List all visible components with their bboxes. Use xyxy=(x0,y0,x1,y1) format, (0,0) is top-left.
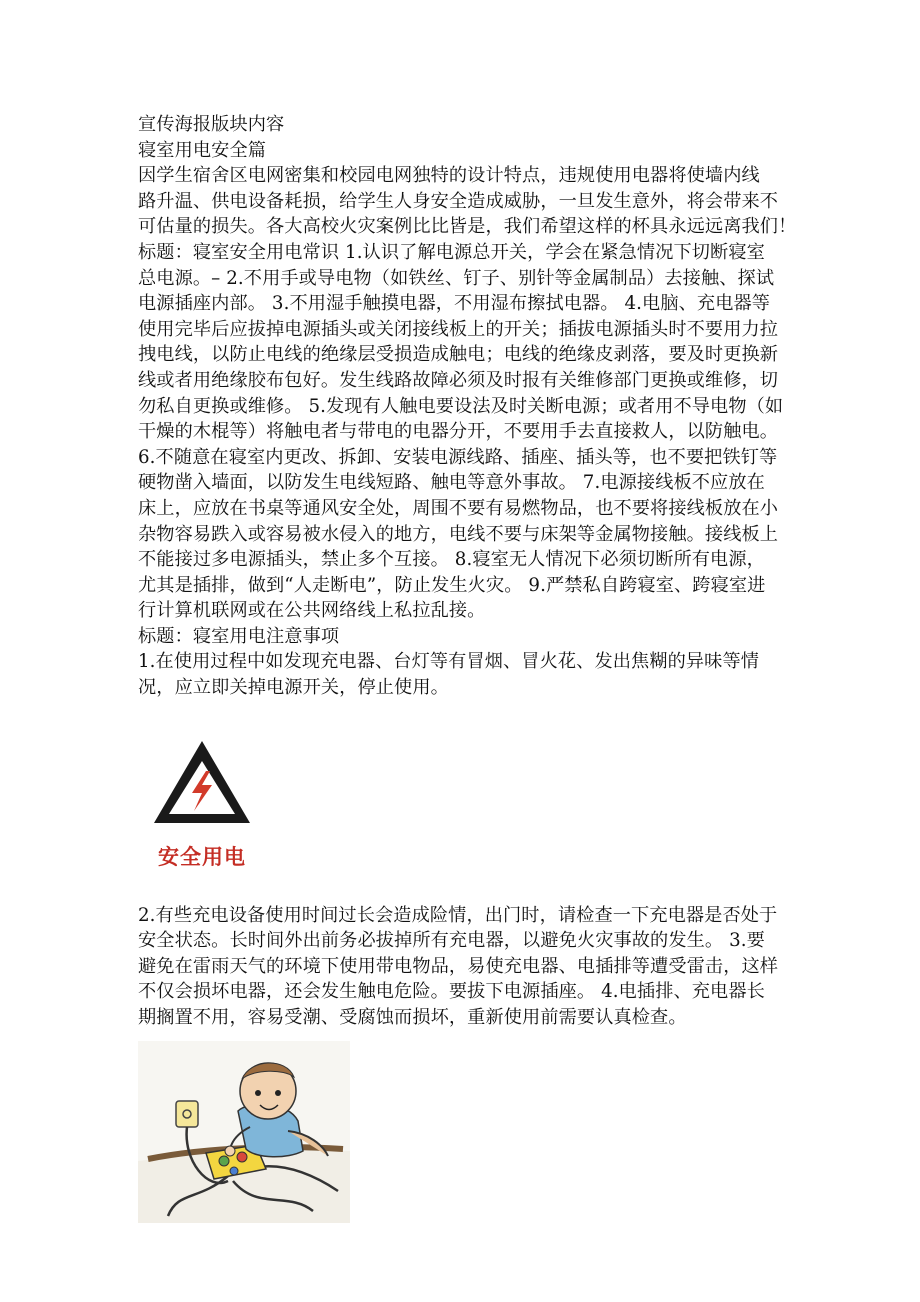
text-line: 安全状态。长时间外出前务必拔掉所有充电器，以避免火灾事故的发生。 3.要 xyxy=(138,930,765,952)
child-power-strip-illustration xyxy=(138,1041,350,1223)
safety-warning-figure xyxy=(146,727,258,877)
text-line: 行计算机联网或在公共网络线上私拉乱接。 xyxy=(138,600,486,622)
text-line: 2.有些充电设备使用时间过长会造成险情，出门时，请检查一下充电器是否处于 xyxy=(138,904,778,926)
cartoon-illustration-icon xyxy=(138,1041,350,1223)
text-line: 期搁置不用，容易受潮、受腐蚀而损坏，重新使用前需要认真检查。 xyxy=(138,1007,687,1029)
text-line: 避免在雷雨天气的环境下使用带电物品，易使充电器、电插排等遭受雷击，这样 xyxy=(138,955,779,977)
text-line: 干燥的木棍等）将触电者与带电的电器分开，不要用手去直接救人，以防触电。 xyxy=(138,421,779,443)
text-line: 硬物凿入墙面，以防发生电线短路、触电等意外事故。 7.电源接线板不应放在 xyxy=(138,472,765,494)
text-line: 因学生宿舍区电网密集和校园电网独特的设计特点，违规使用电器将使墙内线 xyxy=(138,165,760,187)
text-line: 可估量的损失。各大高校火灾案例比比皆是，我们希望这样的杯具永远远离我们！ xyxy=(138,216,797,238)
text-line: 况，应立即关掉电源开关，停止使用。 xyxy=(138,677,449,699)
section-title: 寝室用电安全篇 xyxy=(138,139,267,161)
text-line: 勿私自更换或维修。 5.发现有人触电要设法及时关断电源；或者用不导电物（如 xyxy=(138,395,784,417)
text-line: 线或者用绝缘胶布包好。发生线路故障必须及时报有关维修部门更换或维修，切 xyxy=(138,369,779,391)
text-block-1 xyxy=(138,112,797,701)
text-line: 标题：寝室安全用电常识 1.认识了解电源总开关，学会在紧急情况下切断寝室 xyxy=(138,241,765,263)
text-line: 杂物容易跌入或容易被水侵入的地方，电线不要与床架等金属物接触。接线板上 xyxy=(138,523,779,545)
text-line: 6.不随意在寝室内更改、拆卸、安装电源线路、插座、插头等，也不要把铁钉等 xyxy=(138,446,778,468)
text-line: 拽电线，以防止电线的绝缘层受损造成触电；电线的绝缘皮剥落，要及时更换新 xyxy=(138,344,779,366)
text-line: 电源插座内部。 3.不用湿手触摸电器，不用湿布擦拭电器。 4.电脑、充电器等 xyxy=(138,293,771,315)
text-line: 总电源。– 2.不用手或导电物（如铁丝、钉子、别针等金属制品）去接触、探试 xyxy=(138,267,775,289)
text-line: 使用完毕后应拔掉电源插头或关闭接线板上的开关；插拔电源插头时不要用力拉 xyxy=(138,318,779,340)
text-line: 尤其是插排，做到“人走断电”，防止发生火灾。 9.严禁私自跨寝室、跨寝室进 xyxy=(138,574,766,596)
text-line: 路升温、供电设备耗损，给学生人身安全造成威胁，一旦发生意外，将会带来不 xyxy=(138,190,779,212)
text-block-2 xyxy=(138,903,788,1031)
subheading: 标题：寝室用电注意事项 xyxy=(138,625,340,647)
hazard-triangle-icon xyxy=(146,727,258,837)
text-line: 床上，应放在书桌等通风安全处，周围不要有易燃物品，也不要将接线板放在小 xyxy=(138,497,779,519)
text-line: 1.在使用过程中如发现充电器、台灯等有冒烟、冒火花、发出焦糊的异味等情 xyxy=(138,651,760,673)
document-page xyxy=(138,112,797,1223)
text-line: 不仅会损坏电器，还会发生触电危险。要拔下电源插座。 4.电插排、充电器长 xyxy=(138,981,765,1003)
doc-title: 宣传海报版块内容 xyxy=(138,114,285,135)
safety-caption: 安全用电 xyxy=(158,844,246,869)
text-line: 不能接过多电源插头，禁止多个互接。 8.寝室无人情况下必须切断所有电源， xyxy=(138,549,765,571)
